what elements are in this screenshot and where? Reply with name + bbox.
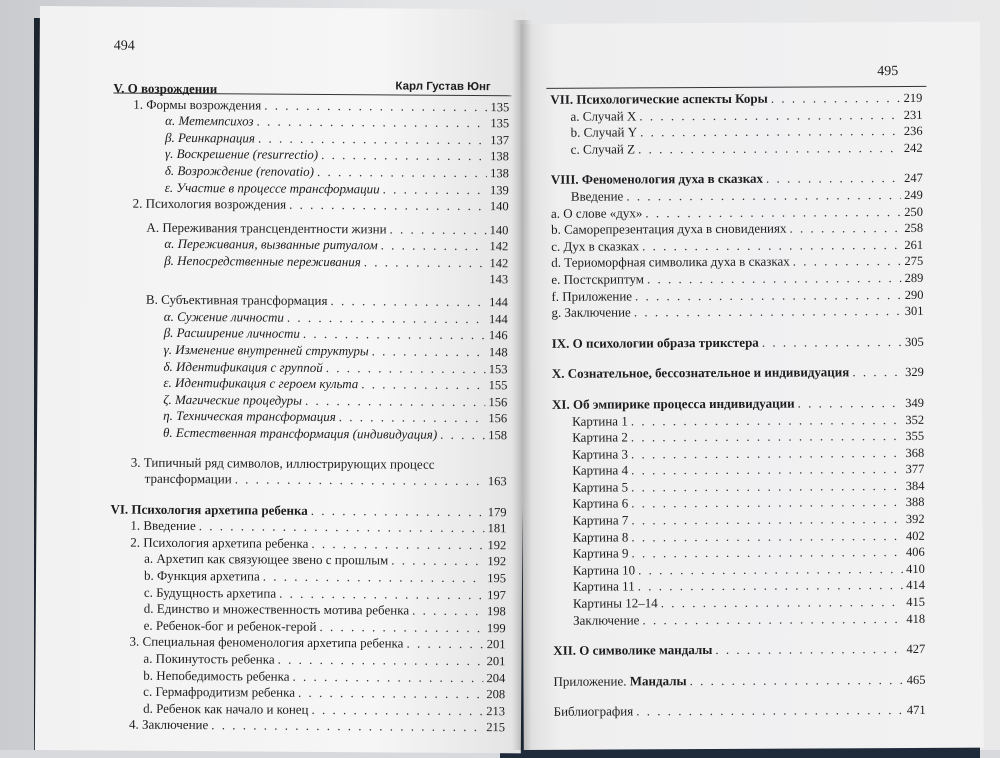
toc-entry-title: Картина 10 (572, 562, 636, 578)
dot-leader (647, 270, 902, 287)
toc-entry-title: 3. Специальная феноменология архетипа ребенка (129, 634, 404, 651)
toc-entry-title: V. О возрождении (113, 80, 218, 97)
toc-page-number: 215 (486, 720, 506, 735)
dot-leader (639, 107, 900, 124)
toc-entry (552, 445, 924, 464)
toc-entry-title: α. Сужение личности (163, 308, 284, 325)
toc-page-number: 247 (904, 171, 923, 186)
toc-entry-title: В. Субъективная трансформация (145, 291, 328, 309)
toc-entry-title: a. О слове «дух» (550, 204, 643, 221)
dot-leader (638, 561, 903, 578)
dot-leader (390, 221, 487, 237)
toc-page-number: 236 (903, 124, 923, 139)
toc-entry (551, 170, 923, 189)
toc-entry (551, 203, 923, 222)
toc-page-number: 140 (489, 199, 509, 214)
toc-page-number: 301 (904, 304, 924, 319)
dot-leader (642, 611, 903, 628)
dot-leader (211, 718, 483, 735)
toc-page-number: 388 (905, 495, 925, 510)
toc-entry (551, 303, 923, 322)
toc-entry-title: b. Случай Y (570, 124, 638, 140)
toc-entry (550, 106, 922, 125)
toc-entry (551, 187, 923, 206)
toc-entry-title: c. Дух в сказках (551, 238, 640, 254)
dot-leader (642, 237, 901, 254)
toc-page-number: 355 (905, 428, 925, 444)
toc-page-number: 155 (488, 378, 508, 393)
dot-leader (298, 685, 484, 702)
toc-entry (553, 544, 925, 563)
toc-entry (550, 90, 922, 109)
toc-entry-title: g. Заключение (551, 304, 631, 320)
toc-page-number: 368 (905, 445, 925, 460)
dot-leader (258, 130, 487, 147)
toc-entry-title: β. Реинкарнация (165, 129, 256, 146)
toc-entry (553, 594, 925, 613)
toc-entry-title: γ. Воскрешение (resurrectio) (164, 146, 319, 163)
dot-leader (406, 636, 483, 652)
toc-page-number: 143 (489, 271, 509, 286)
toc-entry-title: Картина 3 (572, 446, 629, 462)
page-number: 495 (877, 64, 899, 80)
toc-page-number: 219 (903, 90, 923, 105)
toc-entry-title: e. Ребенок-бог и ребенок-герой (143, 617, 317, 634)
toc-page-number: 261 (904, 237, 924, 252)
toc-entry-title: d. Ребенок как начало и конец (143, 700, 309, 717)
toc-entry-title: β. Непосредственные переживания (164, 252, 361, 270)
toc-entry-title: Картина 2 (572, 429, 628, 445)
toc-page-number: 179 (487, 504, 507, 519)
dot-leader (264, 97, 487, 114)
dot-leader (339, 409, 486, 426)
dot-leader (634, 303, 902, 320)
toc-page-number: 402 (905, 528, 925, 543)
toc-entry-title: θ. Естественная трансформация (индивидуация) (162, 424, 438, 442)
dot-leader (311, 702, 483, 719)
toc-entry-title: γ. Изменение внутренней структуры (163, 341, 369, 359)
toc-entry-title: 2. Психология возрождения (132, 195, 287, 212)
toc-page-number: 181 (487, 521, 507, 536)
toc-entry-title (164, 280, 489, 282)
dot-leader (361, 376, 485, 392)
toc-entry-title: Картина 7 (572, 512, 629, 528)
toc-page-number: 158 (488, 428, 508, 443)
dot-leader (631, 528, 903, 545)
toc-page-number: 275 (904, 254, 924, 269)
dot-leader (645, 204, 901, 221)
toc-page-number: 415 (906, 594, 926, 610)
toc-entry-title: 4. Заключение (128, 717, 209, 733)
toc-page-number: 198 (486, 604, 506, 619)
toc-page-number: 289 (904, 270, 924, 285)
toc-entry-title: Картина 5 (572, 479, 629, 495)
toc-entry-title: Картина 11 (572, 578, 635, 595)
toc-page-number: 192 (487, 554, 507, 569)
toc-page-number: 465 (906, 672, 926, 687)
dot-leader (640, 123, 901, 140)
page-number: 494 (113, 38, 135, 54)
toc-page-number: 250 (904, 204, 924, 219)
toc-page-number: 471 (906, 703, 926, 718)
toc-entry-title: a. Архетип как связующее звено с прошлым (144, 551, 389, 568)
toc-entry (552, 478, 924, 497)
toc-entry (552, 411, 924, 430)
toc-entry-title: a. Случай X (570, 107, 637, 124)
toc-entry-title: VII. Психологические аспекты Коры (550, 90, 768, 107)
toc-entry-title: c. Будущность архетипа (143, 584, 277, 601)
toc-entry (552, 428, 924, 447)
toc-entry (553, 672, 925, 691)
toc-page-number: 139 (489, 182, 509, 197)
toc-entry-title: b. Функция архетипа (143, 567, 260, 584)
toc-entry-title: 3. Типичный ряд символов, иллюстрирующих процесс (130, 455, 435, 473)
dot-leader (412, 603, 484, 619)
table-of-contents (109, 81, 510, 737)
dot-leader (798, 395, 903, 411)
dot-leader (256, 114, 487, 131)
toc-page-number: 144 (489, 311, 508, 326)
dot-leader (631, 494, 903, 511)
dot-leader (311, 503, 485, 520)
toc-entry (551, 253, 923, 272)
toc-entry-title: e. Постскриптум (551, 271, 645, 287)
toc-entry-title: 2. Психология архетипа ребенка (130, 534, 309, 551)
toc-page-number: 148 (488, 345, 508, 360)
dot-leader (771, 90, 901, 106)
dot-leader (293, 668, 484, 685)
dot-leader (631, 428, 903, 445)
dot-leader (789, 220, 901, 236)
right-page (520, 22, 984, 750)
left-page (35, 6, 526, 753)
toc-entry-title: XI. Об эмпирике процесса индивидуации (551, 395, 795, 412)
dot-leader (330, 293, 486, 310)
toc-page-number: 156 (488, 394, 508, 409)
dot-leader (631, 461, 903, 478)
dot-leader (636, 702, 904, 719)
toc-page-number: 242 (903, 140, 923, 155)
toc-entry-title: Заключение (573, 612, 640, 628)
toc-page-number: 140 (489, 222, 509, 238)
dot-leader (364, 254, 487, 270)
dot-leader (690, 672, 904, 689)
toc-page-number: 142 (489, 256, 509, 271)
toc-entry (551, 237, 923, 256)
toc-page-number: 418 (906, 611, 926, 626)
toc-entry-title: Введение (570, 188, 624, 204)
dot-leader (440, 427, 485, 443)
dot-leader (762, 334, 902, 350)
toc-entry-title: ζ. Магические процедуры (163, 391, 303, 408)
toc-entry (109, 717, 505, 736)
dot-leader (766, 170, 901, 186)
toc-entry-title: δ. Возрождение (renovatio) (164, 162, 315, 179)
toc-entry-title: 1. Введение (130, 517, 196, 534)
toc-page-number: 135 (490, 99, 510, 114)
toc-entry-title: IX. О психологии образа трикстера (551, 334, 759, 351)
toc-page-number: 290 (904, 287, 924, 302)
dot-leader (319, 619, 484, 636)
toc-entry-title: Картина 1 (572, 412, 628, 429)
toc-entry-title: α. Метемпсихоз (165, 113, 254, 129)
toc-entry-title: VI. Психология архетипа ребенка (110, 501, 308, 518)
toc-page-number: 201 (486, 637, 506, 652)
dot-leader (852, 364, 902, 380)
toc-page-number: 410 (906, 561, 925, 576)
toc-page-number: 213 (486, 703, 506, 719)
toc-entry-title: c. Гермафродитизм ребенка (143, 683, 296, 700)
book-gutter (512, 20, 532, 750)
toc-entry (553, 611, 925, 630)
header-rule (546, 86, 926, 89)
toc-entry (551, 123, 923, 142)
toc-entry-title: X. Сознательное, бессознательное и индивидуация (551, 364, 850, 382)
dot-leader (287, 309, 486, 326)
toc-page-number: 414 (906, 578, 925, 593)
dot-leader (381, 238, 487, 254)
dot-leader (638, 140, 901, 157)
running-head: Карл Густав Юнг (395, 80, 491, 94)
toc-entry-title: Картина 9 (572, 545, 629, 561)
toc-entry-title: Библиография (553, 703, 634, 720)
dot-leader (279, 585, 484, 602)
toc-entry-title: η. Техническая трансформация (163, 408, 336, 425)
toc-page-number: 163 (487, 474, 507, 489)
dot-leader (626, 187, 901, 204)
dot-leader (635, 287, 902, 304)
toc-page-number: 305 (904, 334, 924, 349)
dot-leader (638, 577, 904, 594)
toc-entry-title: 1. Формы возрождения (133, 96, 262, 113)
toc-entry-title: c. Случай Z (570, 141, 636, 157)
toc-entry-title: α. Переживания, вызванные ритуалом (164, 236, 378, 253)
toc-entry-title: ε. Идентификация с героем культа (163, 374, 359, 392)
toc-entry-title: Картина 4 (572, 462, 629, 479)
dot-leader (631, 511, 903, 528)
toc-entry-title: β. Расширение личности (163, 325, 301, 342)
dot-leader (278, 652, 484, 669)
toc-page-number: 192 (487, 537, 507, 553)
toc-page-number: 258 (904, 221, 924, 236)
toc-page-number: 406 (905, 545, 925, 560)
dot-leader (715, 641, 903, 658)
toc-entry (552, 334, 924, 353)
dot-leader (199, 518, 485, 536)
toc-entry (111, 424, 507, 443)
toc-page-number: 231 (903, 107, 923, 122)
toc-entry (553, 561, 925, 580)
toc-entry (552, 494, 924, 513)
toc-page-number: 197 (487, 587, 506, 602)
dot-leader (317, 164, 487, 181)
toc-entry-title: ε. Участие в процессе трансформации (164, 179, 380, 196)
toc-entry (551, 140, 923, 159)
toc-page-number: 153 (488, 361, 508, 376)
dot-leader (631, 478, 903, 495)
dot-leader (289, 197, 487, 214)
dot-leader (235, 471, 485, 488)
toc-entry (113, 196, 509, 215)
toc-entry (112, 269, 508, 287)
toc-entry (553, 528, 925, 547)
toc-entry-title: Приложение. Мандалы (553, 672, 687, 689)
dot-leader (631, 445, 903, 462)
toc-entry (551, 286, 923, 305)
toc-entry-title: d. Териоморфная символика духа в сказках (551, 253, 790, 271)
dot-leader (311, 536, 484, 553)
toc-page-number: 144 (489, 295, 508, 310)
dot-leader (391, 553, 484, 569)
toc-entry-title: XII. О символике мандалы (553, 642, 713, 659)
toc-page-number: 377 (905, 462, 925, 477)
toc-entry (553, 641, 925, 660)
toc-page-number: 195 (487, 571, 507, 586)
toc-page-number: 142 (489, 239, 509, 254)
dot-leader (631, 544, 903, 561)
dot-leader (383, 181, 487, 197)
toc-entry-title: Картина 6 (572, 495, 629, 512)
toc-entry-continuation (111, 471, 507, 490)
toc-page-number: 138 (490, 166, 509, 181)
dot-leader (326, 360, 486, 377)
table-of-contents (550, 90, 925, 721)
toc-entry-title: a. Покинутость ребенка (143, 650, 275, 667)
toc-entry-title: VIII. Феноменология духа в сказках (550, 171, 764, 188)
dot-leader (305, 393, 486, 410)
toc-entry-title: d. Единство и множественность мотива ребенка (143, 600, 410, 618)
toc-page-number: 208 (486, 687, 506, 702)
dot-leader (372, 343, 486, 359)
toc-entry-title: δ. Идентификация с группой (163, 358, 323, 375)
toc-entry (551, 220, 923, 239)
toc-page-number: 349 (905, 395, 925, 410)
toc-page-number: 249 (904, 187, 923, 202)
toc-entry-title: b. Саморепрезентация духа в сновидениях (551, 220, 787, 237)
toc-entry-title: Картины 12–14 (572, 595, 658, 611)
dot-leader (263, 569, 485, 586)
toc-page-number: 204 (486, 670, 506, 685)
toc-page-number: 138 (490, 149, 510, 164)
toc-page-number: 135 (490, 116, 510, 131)
toc-entry (553, 511, 925, 530)
toc-entry (551, 270, 923, 289)
toc-page-number: 384 (905, 478, 925, 493)
toc-entry-title: Картина 8 (572, 529, 629, 545)
toc-entry-title: А. Переживания трансцендентности жизни (146, 219, 387, 237)
dot-leader (321, 147, 487, 164)
dot-leader (661, 594, 904, 611)
toc-entry-title: f. Приложение (551, 287, 633, 304)
toc-entry-title: трансформации (144, 470, 232, 487)
toc-entry (552, 461, 924, 480)
dot-leader (303, 326, 486, 343)
dot-leader (793, 253, 902, 269)
toc-page-number: 201 (486, 654, 506, 669)
dot-leader (631, 412, 903, 429)
toc-entry (553, 577, 925, 596)
toc-entry-title: b. Непобедимость ребенка (143, 667, 290, 684)
toc-page-number: 392 (905, 511, 925, 527)
toc-page-number: 427 (906, 642, 926, 657)
toc-page-number: 352 (905, 412, 925, 427)
toc-entry (552, 364, 924, 383)
toc-page-number: 156 (488, 411, 508, 426)
toc-entry (552, 395, 924, 414)
toc-page-number: 199 (486, 620, 506, 636)
toc-entry (554, 702, 926, 721)
toc-page-number: 329 (905, 365, 924, 380)
toc-page-number: 146 (488, 328, 508, 343)
toc-page-number: 137 (490, 132, 510, 148)
